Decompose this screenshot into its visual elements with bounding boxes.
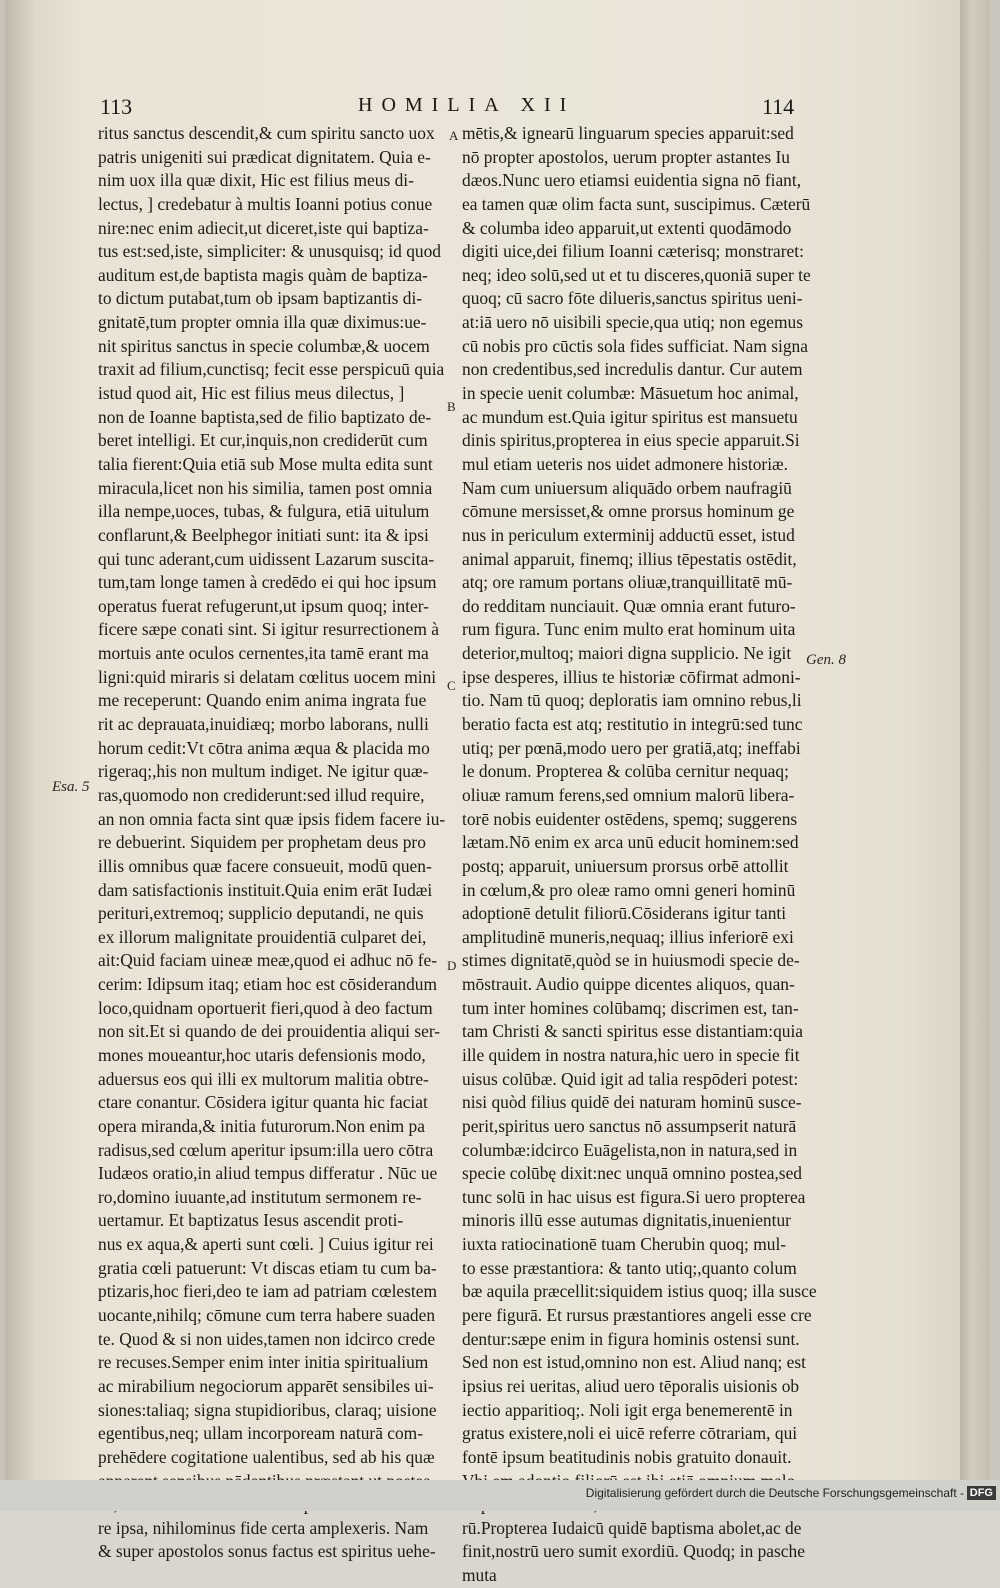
- marginal-note-gen: Gen. 8: [806, 652, 846, 668]
- text-line: dinis spiritus,propterea in eius specie apparuit.Si: [462, 430, 800, 451]
- text-line: tum,tam longe tamen à credēdo ei qui hoc ipsum: [98, 572, 437, 593]
- text-line: loco,quidnam oportuerit fieri,quod à deo factum: [98, 997, 433, 1018]
- text-line: istud quod ait, Hic est filius meus dilectus, ]: [98, 383, 405, 404]
- text-line: ac mundum est.Quia igitur spiritus est mansuetu: [462, 406, 798, 427]
- text-line: nisi quòd filius quidē dei naturam hominū susce-: [462, 1092, 802, 1113]
- text-line: conflarunt,& Beelphegor initiati sunt: ita & ipsi: [98, 524, 429, 545]
- text-line: ligni:quid miraris si delatam cœlitus uocem mini: [98, 666, 437, 687]
- text-line: mētis,& ignearū linguarum species apparuit:sed: [462, 123, 794, 143]
- footer-credit: Digitalisierung gefördert durch die Deutsche Forschungsgemeinschaft -: [585, 1486, 964, 1500]
- text-line: me receperunt: Quando enim anima ingrata fue: [98, 690, 427, 711]
- text-line: nim uox illa quæ dixit, Hic est filius meus di-: [98, 170, 414, 191]
- text-line: rum figura. Tunc enim multo erat hominum uita: [462, 619, 796, 640]
- text-line: in specie uenit columbæ: Māsuetum hoc animal,: [462, 383, 799, 404]
- dfg-logo: DFG: [967, 1486, 996, 1500]
- text-line: finit,nostrū uero sumit exordiū. Quodq; in pasche: [462, 1541, 805, 1562]
- text-line: perituri,extremoq; supplicio deputandi, ne quis: [98, 903, 424, 924]
- text-line: beratio facta est atq; restitutio in integrū:sed tunc: [462, 714, 803, 735]
- text-line: iuxta ratiocinationē tuam Cherubin quoq; mul-: [462, 1234, 787, 1255]
- text-line: ptizaris,hoc fieri,deo te iam ad patriam cœlestem: [98, 1281, 437, 1302]
- text-line: oliuæ ramum ferens,sed omnium malorū libera-: [462, 784, 795, 805]
- text-line: re ipsa, nihilominus fide certa amplexeris. Nam: [98, 1517, 429, 1538]
- text-line: nit spiritus sanctus in specie columbæ,& uocem: [98, 335, 430, 356]
- folio-left: 113: [100, 94, 133, 119]
- text-line: rū.Propterea Iudaicū quidē baptisma abolet,ac de: [462, 1517, 802, 1538]
- text-line: non de Ioanne baptista,sed de filio baptizato de-: [98, 406, 432, 427]
- text-line: specie colūbę dixit:nec unquā omnino postea,sed: [462, 1163, 802, 1184]
- text-line: uocante,nihilq; cōmune cum terra habere suaden: [98, 1305, 436, 1326]
- text-line: opera miranda,& initia futurorum.Non enim pa: [98, 1115, 425, 1136]
- text-line: tam Christi & sancti spiritus esse distantiam:quia: [462, 1021, 804, 1042]
- text-line: Nam cum uniuersum aliquādo orbem naufragiū: [462, 477, 792, 498]
- text-line: perit,spiritus uero sanctus nō assumpserit naturā: [462, 1115, 797, 1136]
- text-line: minoris illū esse autumas dignitatis,inuenientur: [462, 1210, 791, 1231]
- text-line: torē nobis euidenter ostēdens, spemq; suggerens: [462, 808, 798, 829]
- text-line: horum cedit:Vt cōtra anima æqua & placida mo: [98, 737, 430, 758]
- text-line: dentur:sæpe enim in figura hominis ostensi sunt.: [462, 1328, 800, 1349]
- text-line: prehēdere cogitatione ualentibus, sed ab his quæ: [98, 1446, 435, 1467]
- text-line: beret intelligi. Et cur,inquis,non crediderūt cum: [98, 430, 428, 451]
- text-line: ac mirabilium negociorum apparēt sensibiles ui-: [98, 1375, 434, 1396]
- text-line: qui tunc aderant,cum uidissent Lazarum suscita-: [98, 548, 435, 569]
- text-line: do redditam nunciauit. Quæ omnia erant futuro-: [462, 595, 796, 616]
- text-line: utiq; per pœnā,modo uero per gratiā,atq; ineffabi: [462, 737, 801, 758]
- text-line: gratia cœli patuerunt: Vt discas etiam tu cum ba-: [98, 1257, 437, 1278]
- text-line: ras,quomodo non crediderunt:sed illud require,: [98, 784, 425, 805]
- text-line: aduersus eos qui illi ex multorum malitia obtre-: [98, 1068, 429, 1089]
- text-line: ipsius rei ueritas, aliud uero tēporalis uisionis ob: [462, 1375, 800, 1396]
- running-head: HOMILIA XII: [358, 94, 576, 116]
- text-line: ro,domino iuuante,ad institutum sermonem re-: [98, 1186, 422, 1207]
- text-line: radisus,sed cœlum aperitur ipsum:illa uero cōtra: [98, 1139, 434, 1160]
- text-line: postq; apparuit, uniuersum prorsus orbē attollit: [462, 855, 789, 876]
- text-line: columbæ:idcirco Euāgelista,non in natura,sed in: [462, 1139, 798, 1160]
- text-line: ctare conantur. Cōsidera igitur quanta hic faciat: [98, 1092, 428, 1113]
- page-edge: [960, 0, 990, 1480]
- text-line: uisus colūbæ. Quid igit ad talia respōderi potest:: [462, 1068, 799, 1089]
- text-line: re debuerint. Siquidem per prophetam deus pro: [98, 832, 426, 853]
- text-line: quoq; cū sacro fōte dilueris,sanctus spiritus ueni-: [462, 288, 803, 309]
- text-line: at:iā uero nō uisibili specie,qua utiq; non egemus: [462, 312, 803, 333]
- text-line: gnitatē,tum propter omnia illa quæ diximus:ue-: [98, 312, 427, 333]
- text-line: nō propter apostolos, uerum propter astantes Iu: [462, 146, 790, 167]
- text-line: lætam.Nō enim ex arca unū educit hominem:sed: [462, 832, 799, 853]
- text-line: nire:nec enim adiecit,ut diceret,iste qui baptiza-: [98, 217, 429, 238]
- text-line: ipse desperes, illius te historiæ cōfirmat admoni-: [462, 666, 801, 687]
- folio-right: 114: [762, 94, 795, 119]
- text-line: adoptionē detulit filiorū.Cōsiderans igitur tanti: [462, 903, 787, 924]
- text-line: le donum. Propterea & colūba cernitur nequaq;: [462, 761, 789, 782]
- text-line: fontē ipsum beatitudinis nobis gratuito donauit.: [462, 1446, 792, 1467]
- text-line: non credentibus,sed incredulis dantur. Cur autem: [462, 359, 803, 380]
- text-line: & super apostolos sonus factus est spiritus uehe-: [98, 1541, 436, 1562]
- text-line: patris unigeniti sui prædicat dignitatem. Quia e-: [98, 146, 431, 167]
- text-line: tunc solū in hac uisus est figura.Si uero propterea: [462, 1186, 806, 1207]
- text-line: ritus sanctus descendit,& cum spiritu sancto uox: [98, 123, 435, 143]
- text-line: neq; ideo solū,sed ut et tu disceres,quoniā super te: [462, 264, 811, 285]
- text-line: cerim: Idipsum itaq; etiam hoc est cōsiderandum: [98, 974, 438, 995]
- text-line: muta: [462, 1565, 497, 1586]
- text-line: stimes dignitatē,quòd se in huiusmodi specie de-: [462, 950, 800, 971]
- right-text-column: [462, 122, 817, 1588]
- text-line: tio. Nam tū quoq; deploratis iam omnino rebus,li: [462, 690, 802, 711]
- text-line: operatus fuerat refugerunt,ut ipsum quoq; inter-: [98, 595, 429, 616]
- text-line: animal apparuit, finemq; illius tēpestatis ostēdit,: [462, 548, 797, 569]
- left-text-column: [98, 122, 446, 1564]
- marginal-note-esa: Esa. 5: [52, 779, 90, 795]
- text-line: bæ aquila præcellit:siquidem istius quoq; illa susce: [462, 1281, 817, 1302]
- text-line: re recuses.Semper enim inter initia spiritualium: [98, 1352, 429, 1373]
- text-line: nus ex aqua,& aperti sunt cœli. ] Cuius igitur rei: [98, 1234, 434, 1255]
- text-line: ea tamen quæ olim facta sunt, suscipimus. Cæterū: [462, 193, 811, 214]
- text-line: mōstrauit. Audio quippe dicentes aliquos, quan-: [462, 974, 795, 995]
- text-line: pere figurā. Et rursus præstantiores angeli esse cre: [462, 1305, 812, 1326]
- section-marker-c: C: [447, 678, 456, 693]
- text-line: ficere sæpe conati sint. Si igitur resurrectionem à: [98, 619, 439, 640]
- text-line: amplitudinē muneris,nequaq; illius inferiorē exi: [462, 926, 794, 947]
- text-line: mul etiam ueteris nos uidet admonere historiæ.: [462, 453, 789, 474]
- text-line: gratus existere,noli ei uicē referre cōtrariam, qui: [462, 1423, 798, 1444]
- text-line: an non omnia facta sint quæ ipsis fidem facere iu-: [98, 808, 446, 829]
- text-line: miracula,licet non his similia, tamen post omnia: [98, 477, 433, 498]
- text-line: ait:Quid faciam uineæ meæ,quod ei adhuc nō fe-: [98, 950, 438, 971]
- text-line: to dictum putabat,tum ob ipsam baptizantis di-: [98, 288, 423, 309]
- text-line: illis omnibus quæ facere consueuit, modū quen-: [98, 855, 432, 876]
- text-line: te. Quod & si non uides,tamen non idcirco crede: [98, 1328, 436, 1349]
- text-line: mones moueantur,hoc utaris defensionis modo,: [98, 1044, 426, 1065]
- text-line: dæos.Nunc uero etiamsi euidentia signa nō fiant,: [462, 170, 802, 191]
- text-line: non sit.Et si quando de dei prouidentia aliqui ser-: [98, 1021, 441, 1042]
- text-line: auditum est,de baptista magis quàm de baptiza-: [98, 264, 428, 285]
- text-line: atq; ore ramum portans oliuæ,tranquillitatē mū-: [462, 572, 793, 593]
- section-marker-d: D: [447, 958, 457, 973]
- text-line: talia fierent:Quia etiā sub Mose multa edita sunt: [98, 453, 433, 474]
- text-line: deterior,multoq; maiori digna supplicio. Ne igit: [462, 643, 792, 664]
- text-line: digiti uice,dei filium Ioanni cæterisq; monstraret:: [462, 241, 804, 262]
- text-line: rit ac deprauata,inuidiæq; morbo laborans, nulli: [98, 714, 429, 735]
- text-line: cū nobis pro cūctis sola fides sufficiat. Nam signa: [462, 335, 808, 356]
- text-line: iectio apparitioq;. Noli igit erga benemerentē in: [462, 1399, 793, 1420]
- text-line: & columba ideo apparuit,ut extenti quodāmodo: [462, 217, 792, 238]
- text-line: tus est:sed,iste, simpliciter: & unusquisq; id quod: [98, 241, 441, 262]
- text-line: rigeraq;,his non multum indiget. Ne igitur quæ-: [98, 761, 429, 782]
- page-header: [0, 94, 1000, 124]
- text-line: illa nempe,uoces, tubas, & fulgura, etiā uitulum: [98, 501, 430, 522]
- text-line: Sed non est istud,omnino non est. Aliud nanq; est: [462, 1352, 806, 1373]
- text-line: ille quidem in nostra natura,hic uero in specie fit: [462, 1044, 800, 1065]
- text-line: siones:taliaq; signa stupidioribus, claraq; uisione: [98, 1399, 437, 1420]
- text-line: traxit ad filium,cunctisq; fecit esse perspicuū quia: [98, 359, 445, 380]
- text-line: ex illorum malignitate prouidentiā culparet dei,: [98, 926, 427, 947]
- section-marker-a: A: [449, 128, 459, 143]
- text-line: in cœlum,& pro oleæ ramo omni generi hominū: [462, 879, 796, 900]
- text-line: cōmune mersisset,& omne prorsus hominum ge: [462, 501, 795, 522]
- text-line: uertamur. Et baptizatus Iesus ascendit proti-: [98, 1210, 404, 1231]
- text-line: mortuis ante oculos cernentes,ita tamē erant ma: [98, 643, 429, 664]
- text-line: tum inter homines colūbamq; discrimen est, tan-: [462, 997, 799, 1018]
- text-line: to esse præstantiora: & tanto utiq;,quanto colum: [462, 1257, 797, 1278]
- text-line: egentibus,neq; ullam incorpoream naturā com-: [98, 1423, 423, 1444]
- text-line: nus in periculum exterminij adductū esset, istud: [462, 524, 795, 545]
- text-line: lectus, ] credebatur à multis Ioanni potius conue: [98, 193, 433, 214]
- text-line: dam satisfactionis instituit.Quia enim erāt Iudæi: [98, 879, 433, 900]
- text-line: Iudæos oratio,in aliud tempus differatur . Nūc ue: [98, 1163, 438, 1184]
- section-marker-b: B: [447, 399, 456, 414]
